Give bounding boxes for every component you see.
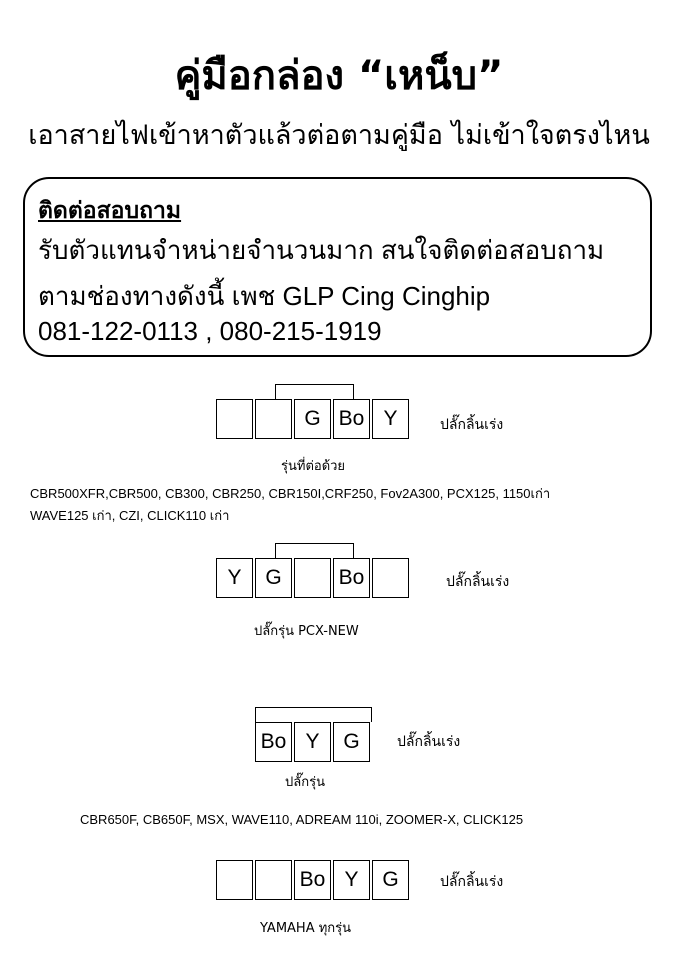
connector-pin: G [294,399,331,439]
connector-pin: Y [372,399,409,439]
page-title: คู่มือกล่อง “เหน็บ” [174,53,504,99]
connector-pin [294,558,331,598]
model-list: CBR500XFR,CBR500, CB300, CBR250, CBR150I,CRF250, Fov2A300, PCX125, 1150เก่า [30,486,551,501]
connector-pin: Bo [255,722,292,762]
connector-pin: Y [333,860,370,900]
contact-phone-numbers: 081-122-0113 , 080-215-1919 [38,316,382,346]
page-subtitle: เอาสายไฟเข้าหาตัวแล้วต่อตามคู่มือ ไม่เข้าใจตรงไหน [28,120,650,151]
connector-pin [255,399,292,439]
connector-diagram-2 [216,543,413,601]
connector-diagram-1 [216,384,413,442]
connector-pin: Bo [333,399,370,439]
connector-latch [255,707,372,722]
connector-pin: G [372,860,409,900]
connector-caption: ปลั๊กรุ่น PCX-NEW [254,624,359,639]
plug-label: ปลั๊กลิ้นเร่ง [440,417,504,433]
connector-pin: Y [294,722,331,762]
model-list: WAVE125 เก่า, CZI, CLICK110 เก่า [30,508,230,523]
contact-line: รับตัวแทนจำหน่ายจำนวนมาก สนใจติดต่อสอบถาม [38,235,605,265]
connector-pin [216,399,253,439]
connector-pin: Bo [294,860,331,900]
connector-pin: G [255,558,292,598]
contact-line: ตามช่องทางดังนี้ เพช GLP Cing Cinghip [38,281,491,311]
connector-pin: G [333,722,370,762]
connector-pin [372,558,409,598]
connector-pin [255,860,292,900]
plug-label: ปลั๊กลิ้นเร่ง [440,874,504,890]
contact-heading: ติดต่อสอบถาม [38,198,182,224]
connector-pin: Y [216,558,253,598]
connector-caption: ปลั๊กรุ่น [285,775,325,790]
model-list: CBR650F, CB650F, MSX, WAVE110, ADREAM 110i, ZOOMER-X, CLICK125 [80,812,524,827]
plug-label: ปลั๊กลิ้นเร่ง [397,734,461,750]
connector-diagram-3 [255,707,374,765]
connector-latch [275,543,354,558]
connector-diagram-4 [216,845,413,903]
connector-caption: YAMAHA ทุกรุ่น [260,921,352,936]
connector-pin [216,860,253,900]
connector-caption: รุ่นที่ต่อด้วย [281,459,346,474]
connector-latch [275,384,354,399]
plug-label: ปลั๊กลิ้นเร่ง [446,574,510,590]
connector-pin: Bo [333,558,370,598]
